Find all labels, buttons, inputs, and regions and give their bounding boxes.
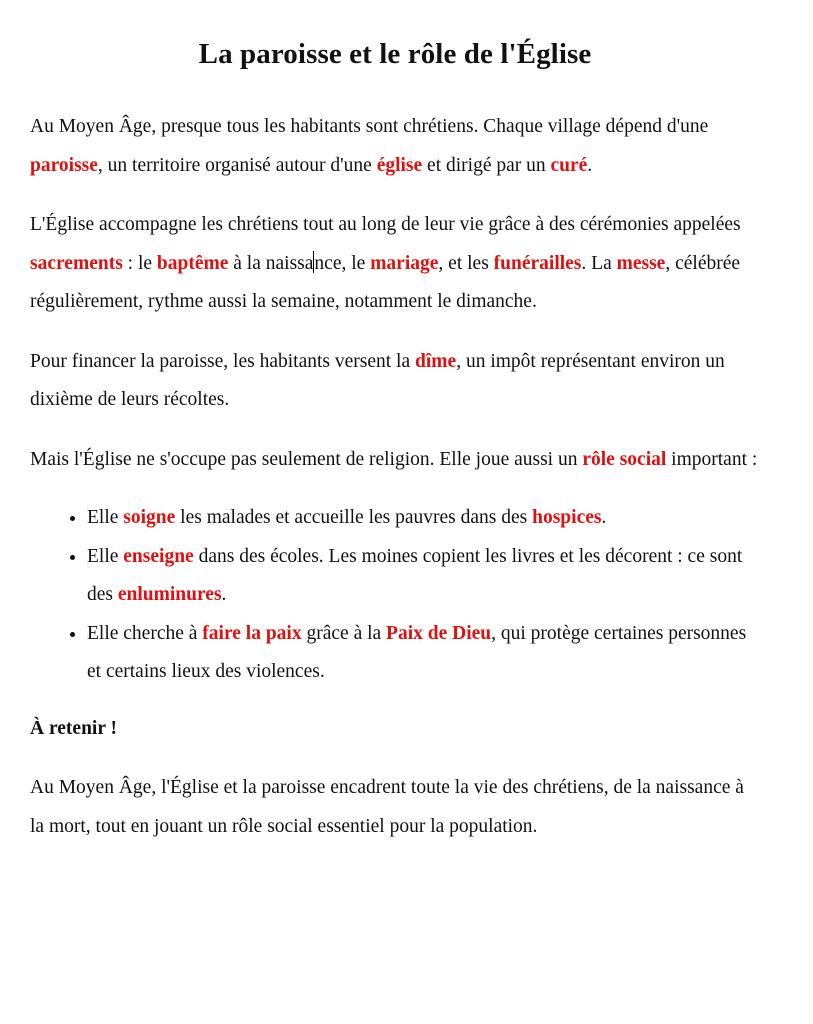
section-heading-retenir: À retenir ! xyxy=(30,717,117,739)
text-span: , et les xyxy=(438,252,494,274)
paragraph-dime[interactable] xyxy=(30,343,760,420)
document-page xyxy=(30,34,760,867)
keyword-mariage: mariage xyxy=(370,252,439,274)
text-span: , célébrée régulièrement, rythme aussi la semaine, notamment le dimanche. xyxy=(30,252,741,312)
text-span: . xyxy=(587,154,593,176)
list-item[interactable] xyxy=(87,615,760,692)
keyword-bapteme: baptême xyxy=(156,252,229,274)
text-span: Elle cherche à xyxy=(87,622,203,644)
keyword-role-social: rôle social xyxy=(582,448,667,470)
keyword-dime: dîme xyxy=(415,350,457,372)
keyword-faire-la-paix: faire la paix xyxy=(202,622,302,644)
text-span: L'Église accompagne les chrétiens tout au long de leur vie grâce à des cérémonies appelées xyxy=(30,214,741,235)
text-span: important : xyxy=(666,448,758,470)
keyword-funerailles: funérailles xyxy=(493,252,582,274)
text-span: . xyxy=(601,507,607,528)
paragraph-role-social[interactable] xyxy=(30,441,760,480)
keyword-eglise: église xyxy=(376,154,423,176)
list-item[interactable] xyxy=(87,499,760,538)
keyword-hospices: hospices xyxy=(532,507,602,528)
role-social-list xyxy=(30,499,760,692)
text-span: . La xyxy=(581,252,617,274)
keyword-messe: messe xyxy=(616,252,666,274)
text-span: , qui protège certaines personnes et certains lieux des violences. xyxy=(87,622,747,682)
text-span: à la naissa xyxy=(228,252,314,274)
text-span: , un territoire organisé autour d'une xyxy=(97,154,377,176)
text-span: Mais l'Église ne s'occupe pas seulement de religion. Elle joue aussi un xyxy=(30,448,583,470)
page-title: La paroisse et le rôle de l'Église xyxy=(198,38,592,70)
text-span: dans des écoles. Les moines copient les livres et les décorent : ce sont des xyxy=(87,545,743,605)
keyword-enseigne: enseigne xyxy=(123,545,194,567)
text-span: . xyxy=(221,584,227,605)
keyword-sacrements: sacrements xyxy=(30,252,123,274)
keyword-paix-de-dieu: Paix de Dieu xyxy=(386,622,492,644)
text-span: , un impôt représentant environ un dixième de leurs récoltes. xyxy=(30,350,725,410)
list-item[interactable] xyxy=(87,538,760,615)
paragraph-paroisse[interactable] xyxy=(30,108,760,185)
keyword-enluminures: enluminures xyxy=(117,584,222,605)
text-span: grâce à la xyxy=(301,622,387,644)
text-span: et dirigé par un xyxy=(422,154,551,176)
text-span: Elle xyxy=(87,507,124,528)
paragraph-sacrements[interactable] xyxy=(30,206,760,322)
text-span: Pour financer la paroisse, les habitants versent la xyxy=(30,350,416,372)
text-span: : le xyxy=(122,252,157,274)
text-span: Elle xyxy=(87,545,124,567)
keyword-paroisse: paroisse xyxy=(30,154,98,176)
paragraph-conclusion[interactable]: Au Moyen Âge, l'Église et la paroisse encadrent toute la vie des chrétiens, de la naissance à la mort, tout en jouant un rôle social essentiel pour la population. xyxy=(30,777,744,837)
text-span: les malades et accueille les pauvres dans des xyxy=(175,507,533,528)
keyword-cure: curé xyxy=(550,154,588,176)
text-span: Au Moyen Âge, presque tous les habitants sont chrétiens. Chaque village dépend d'une xyxy=(30,116,709,137)
keyword-soigne: soigne xyxy=(123,507,176,528)
text-span: nce, le xyxy=(314,252,371,274)
